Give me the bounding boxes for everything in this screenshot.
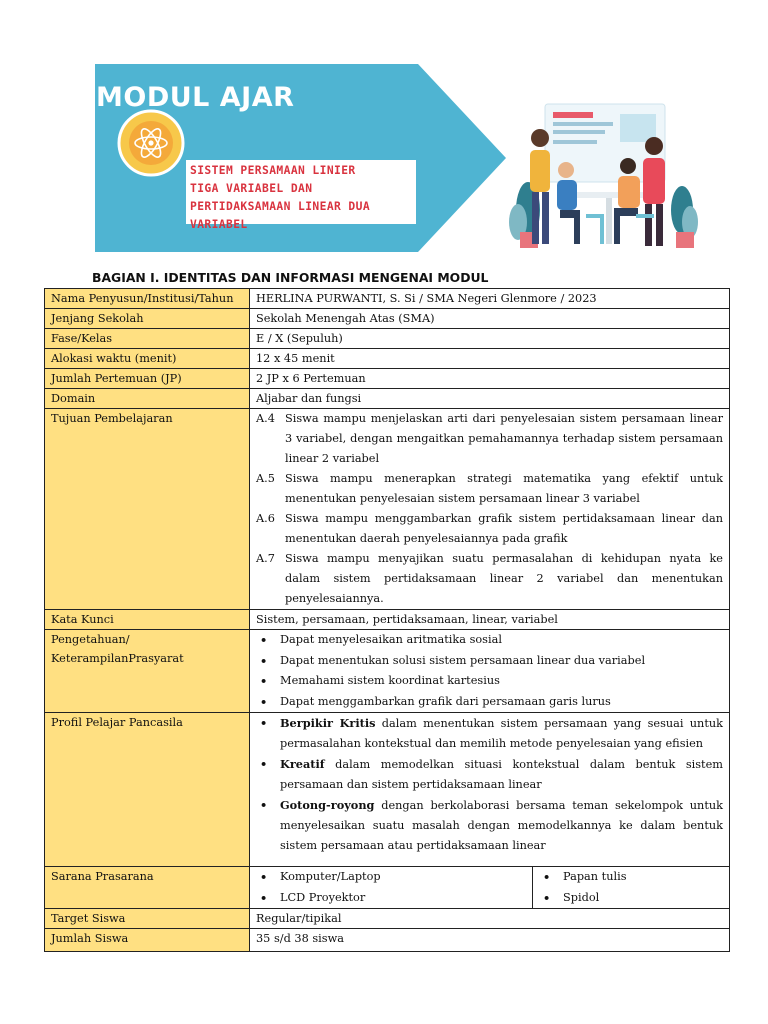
bullet-icon: •: [260, 890, 268, 905]
bullet-icon: •: [260, 798, 268, 812]
objective-text: Siswa mampu menerapkan strategi matematika yang efektif untuk menentukan penyelesaian sistem persamaan linear 3 variabel: [285, 472, 723, 505]
list-item: [256, 713, 723, 754]
row-value: [250, 867, 730, 909]
row-value: 12 x 45 menit: [250, 349, 730, 369]
objective-text: Siswa mampu menjelaskan arti dari penyelesaian sistem persamaan linear 3 variabel, dengan mengaitkan pemahamannya terhadap sistem persamaan linear 2 variabel: [285, 412, 723, 465]
row-label: Jumlah Pertemuan (JP): [45, 369, 250, 389]
table-row: [45, 329, 730, 349]
list-item: [256, 692, 723, 713]
list-item: [256, 651, 723, 672]
profile-trait: Kreatif: [280, 757, 325, 771]
module-subtitle: [186, 160, 416, 231]
learning-objectives-list: [256, 409, 723, 609]
pancasila-profile-list: [256, 713, 723, 856]
row-label: Kata Kunci: [45, 610, 250, 630]
bullet-icon: •: [543, 870, 551, 884]
table-row: [45, 389, 730, 409]
row-value: [250, 630, 730, 713]
row-label: Jumlah Siswa: [45, 929, 250, 952]
section-heading: BAGIAN I. IDENTITAS DAN INFORMASI MENGENAI MODUL: [92, 270, 489, 285]
list-item: [256, 867, 526, 888]
row-value: Aljabar dan fungsi: [250, 389, 730, 409]
banner: [0, 0, 768, 265]
team-illustration: [509, 104, 698, 248]
row-value: Regular/tipikal: [250, 909, 730, 929]
bullet-icon: •: [260, 633, 268, 647]
list-item: [256, 409, 723, 469]
prerequisite-list: [256, 630, 723, 712]
table-row: [45, 409, 730, 610]
facilities: [250, 867, 729, 908]
list-item-text: Memahami sistem koordinat kartesius: [280, 674, 500, 687]
objective-number: A.7: [256, 552, 275, 565]
bullet-icon: •: [543, 890, 551, 905]
objective-number: A.6: [256, 512, 275, 525]
table-row: [45, 867, 730, 909]
row-label: Jenjang Sekolah: [45, 309, 250, 329]
list-item-text: Spidol: [563, 890, 600, 904]
list-item: [256, 630, 723, 651]
list-item-text: Dapat menyelesaikan aritmatika sosial: [280, 633, 502, 646]
bullet-icon: •: [260, 653, 268, 668]
row-label: Tujuan Pembelajaran: [45, 409, 250, 610]
row-label: Domain: [45, 389, 250, 409]
row-label: Target Siswa: [45, 909, 250, 929]
table-row: [45, 929, 730, 952]
subtitle-line-2: TIGA VARIABEL DAN: [190, 182, 313, 195]
table-row: [45, 713, 730, 867]
bullet-icon: •: [260, 757, 268, 771]
row-label: Profil Pelajar Pancasila: [45, 713, 250, 867]
row-value: E / X (Sepuluh): [250, 329, 730, 349]
profile-description: dalam memodelkan situasi kontekstual dalam bentuk sistem persamaan dan sistem pertidaksamaan linear: [280, 758, 723, 791]
table-row: [45, 289, 730, 309]
table-row: [45, 630, 730, 713]
bullet-icon: •: [260, 674, 268, 688]
list-item-text: Dapat menentukan solusi sistem persamaan linear dua variabel: [280, 653, 646, 667]
row-label: Fase/Kelas: [45, 329, 250, 349]
list-item: [256, 795, 723, 856]
row-value: 2 JP x 6 Pertemuan: [250, 369, 730, 389]
module-identity-table: [44, 288, 730, 952]
table-row: [45, 349, 730, 369]
row-label: [45, 630, 250, 713]
list-item: [256, 549, 723, 609]
row-label: Sarana Prasarana: [45, 867, 250, 909]
row-label: Nama Penyusun/Institusi/Tahun: [45, 289, 250, 309]
table-row: [45, 909, 730, 929]
list-item: [256, 754, 723, 795]
bullet-icon: •: [260, 716, 268, 730]
list-item-text: Papan tulis: [563, 870, 627, 883]
row-value: Sekolah Menengah Atas (SMA): [250, 309, 730, 329]
objective-number: A.4: [256, 412, 275, 425]
list-item: [256, 469, 723, 509]
list-item-text: Dapat menggambarkan grafik dari persamaan garis lurus: [280, 694, 611, 708]
row-value: HERLINA PURWANTI, S. Si / SMA Negeri Glenmore / 2023: [250, 289, 730, 309]
row-label-line-2: KeterampilanPrasyarat: [51, 652, 184, 665]
list-item: [256, 509, 723, 549]
list-item-text: LCD Proyektor: [280, 890, 366, 904]
table-row: [45, 369, 730, 389]
profile-trait: Gotong-royong: [280, 798, 375, 812]
table-row: [45, 610, 730, 630]
table-row: [45, 309, 730, 329]
profile-description: dengan berkolaborasi bersama teman sekelompok untuk menyelesaikan suatu masalah dengan memodelkannya ke dalam bentuk sistem persamaan atau pertidaksamaan linear: [280, 799, 723, 852]
row-label: Alokasi waktu (menit): [45, 349, 250, 369]
objective-text: Siswa mampu menyajikan suatu permasalahan di kehidupan nyata ke dalam sistem pertidaksamaan linear 2 variabel dan menentukan penyelesaiannya.: [285, 552, 723, 605]
list-item-text: Komputer/Laptop: [280, 870, 381, 883]
list-item: [256, 888, 526, 909]
subtitle-line-1: SISTEM PERSAMAAN LINIER: [190, 164, 356, 177]
profile-description: dalam menentukan sistem persamaan yang sesuai untuk permasalahan kontekstual dan memilih metode penyelesaian yang efisien: [280, 717, 723, 750]
row-value: 35 s/d 38 siswa: [250, 929, 730, 952]
modul-title: MODUL AJAR: [96, 82, 295, 113]
row-value: [250, 713, 730, 867]
subtitle-line-4: VARIABEL: [190, 218, 248, 231]
subtitle-line-3: PERTIDAKSAMAAN LINEAR DUA: [190, 200, 371, 213]
atom-icon: [119, 111, 183, 175]
row-label-line-1: Pengetahuan/: [51, 633, 130, 646]
objective-text: Siswa mampu menggambarkan grafik sistem pertidaksamaan linear dan menentukan daerah penyelesaiannya pada grafik: [285, 512, 723, 545]
list-item: [256, 671, 723, 692]
bullet-icon: •: [260, 694, 268, 709]
profile-trait: Berpikir Kritis: [280, 716, 376, 730]
row-value: Sistem, persamaan, pertidaksamaan, linear, variabel: [250, 610, 730, 630]
objective-number: A.5: [256, 472, 275, 485]
facilities-left: [250, 867, 533, 908]
bullet-icon: •: [260, 870, 268, 884]
list-item: [539, 888, 723, 909]
facilities-right: [533, 867, 729, 908]
row-value: [250, 409, 730, 610]
list-item: [539, 867, 723, 888]
